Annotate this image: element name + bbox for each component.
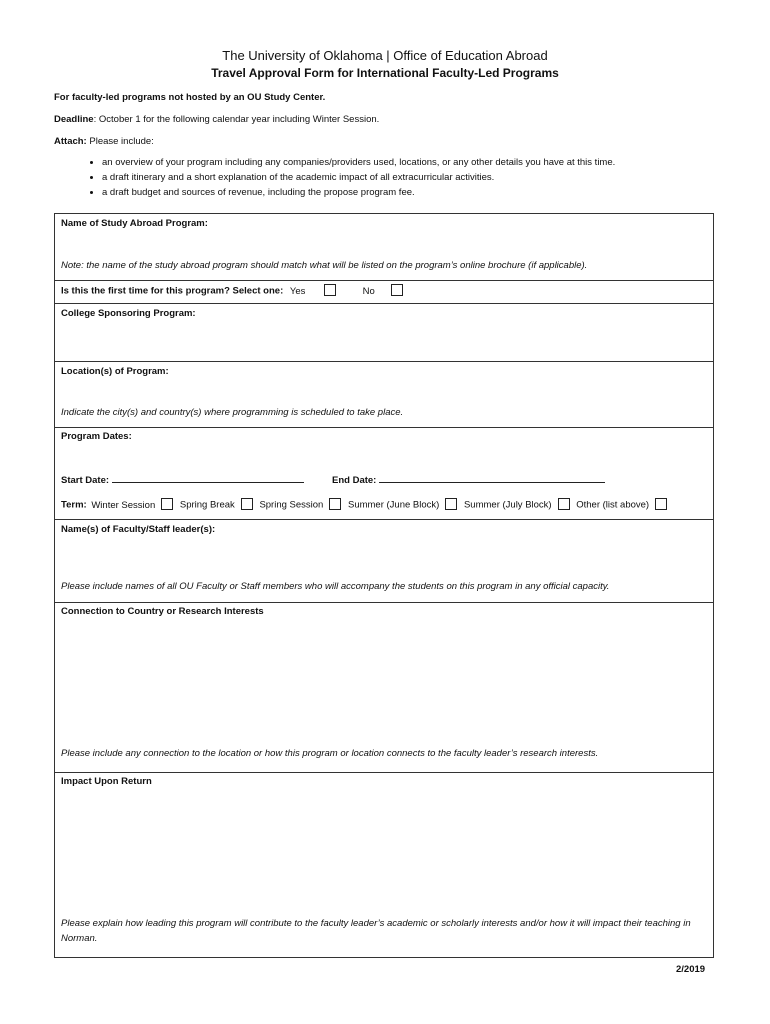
connection-section[interactable]: [55, 602, 713, 772]
header-university-office: The University of Oklahoma | Office of Education Abroad: [222, 48, 548, 63]
impact-note: Please explain how leading this program will contribute to the faculty leader’s academic or scholarly interests and/or how it will impact their teaching in Norman.: [61, 918, 691, 944]
term-row: [61, 499, 671, 511]
term-summer-june-label: Summer (June Block): [347, 499, 440, 511]
attach-label: Attach:: [54, 136, 87, 147]
start-date-label: Start Date:: [61, 475, 110, 486]
term-summer-july-checkbox[interactable]: [558, 498, 570, 510]
program-name-label: Name of Study Abroad Program:: [61, 218, 208, 229]
faculty-label: Name(s) of Faculty/Staff leader(s):: [61, 524, 216, 535]
first-time-label: Is this the first time for this program? Select one:: [61, 285, 284, 297]
college-label: College Sponsoring Program:: [61, 308, 196, 319]
first-time-section: [55, 280, 713, 303]
college-section[interactable]: [55, 303, 713, 361]
start-date-field[interactable]: [112, 472, 304, 483]
term-summer-july-label: Summer (July Block): [463, 499, 552, 511]
connection-label: Connection to Country or Research Interests: [61, 606, 264, 617]
program-name-note: Note: the name of the study abroad program should match what will be listed on the program’s online brochure (if applicable).: [61, 260, 588, 271]
faculty-note: Please include names of all OU Faculty or Staff members who will accompany the students on this program in any official capacity.: [61, 581, 610, 592]
term-spring-break-label: Spring Break: [179, 499, 235, 511]
term-spring-session-checkbox[interactable]: [329, 498, 341, 510]
program-name-section[interactable]: [55, 214, 713, 280]
attach-text: Please include:: [86, 136, 154, 147]
faculty-section[interactable]: [55, 519, 713, 602]
form-title: Travel Approval Form for International Faculty-Led Programs: [211, 66, 559, 80]
version-date: 2/2019: [676, 964, 706, 975]
term-spring-session-label: Spring Session: [259, 499, 324, 511]
application-form: [54, 213, 714, 958]
attachment-list: [60, 155, 615, 200]
term-label: Term:: [61, 499, 87, 511]
term-spring-break-checkbox[interactable]: [241, 498, 253, 510]
attachment-item: • an overview of your program including any companies/providers used, locations, or any other details you have at this time.: [102, 155, 615, 170]
end-date-field[interactable]: [379, 472, 605, 483]
program-dates-label: Program Dates:: [61, 431, 132, 442]
term-winter-checkbox[interactable]: [161, 498, 173, 510]
end-date-label: End Date:: [332, 475, 377, 486]
deadline-line: [54, 114, 379, 125]
deadline-text: : October 1 for the following calendar year including Winter Session.: [93, 114, 380, 125]
no-checkbox[interactable]: [391, 284, 403, 296]
scope-note: For faculty-led programs not hosted by an OU Study Center.: [54, 92, 326, 103]
location-note: Indicate the city(s) and country(s) where programming is scheduled to take place.: [61, 407, 404, 418]
location-label: Location(s) of Program:: [61, 366, 169, 377]
term-winter-label: Winter Session: [91, 499, 156, 511]
impact-label: Impact Upon Return: [61, 776, 152, 787]
term-summer-june-checkbox[interactable]: [445, 498, 457, 510]
attachment-item: • a draft budget and sources of revenue, including the propose program fee.: [102, 185, 615, 200]
start-date-row: [61, 472, 304, 486]
location-section[interactable]: [55, 361, 713, 427]
term-other-label: Other (list above): [576, 499, 650, 511]
connection-note: Please include any connection to the location or how this program or location connects to the faculty leader’s research interests.: [61, 748, 599, 759]
first-time-row: [61, 285, 407, 297]
yes-option-label: Yes: [289, 285, 306, 297]
no-option-label: No: [362, 285, 375, 297]
attachment-item: • a draft itinerary and a short explanation of the academic impact of all extracurricular activities.: [102, 170, 615, 185]
program-dates-section: [55, 427, 713, 519]
yes-checkbox[interactable]: [324, 284, 336, 296]
attach-line: [54, 136, 154, 147]
end-date-row: [332, 472, 605, 486]
term-other-checkbox[interactable]: [655, 498, 667, 510]
deadline-label: Deadline: [54, 114, 94, 125]
impact-section[interactable]: [55, 772, 713, 958]
